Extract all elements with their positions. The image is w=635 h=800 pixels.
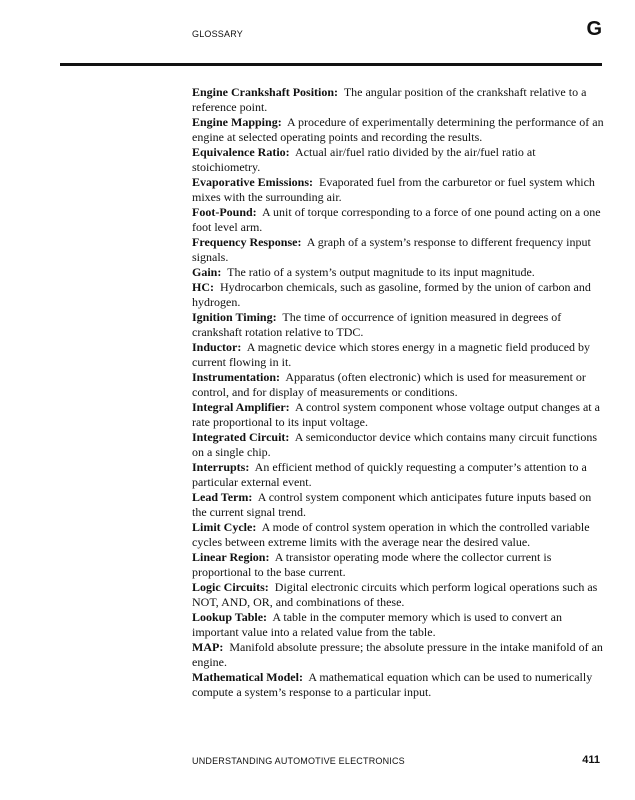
entry-term: Engine Crankshaft Position: [192,85,339,99]
entry-definition: Hydrocarbon chemicals, such as gasoline, formed by the union of carbon and hydrogen. [192,280,591,309]
entry-definition: The time of occurrence of ignition measured in degrees of crankshaft rotation relative to TDC. [192,310,562,339]
glossary-entry [192,520,604,550]
entry-definition: Actual air/fuel ratio divided by the air/fuel ratio at stoichiometry. [192,145,536,174]
entry-definition: Apparatus (often electronic) which is used for measurement or control, and for display of measurements or conditions. [192,370,586,399]
glossary-entry [192,670,604,700]
glossary-entry [192,85,604,115]
entry-definition: A semiconductor device which contains many circuit functions on a single chip. [192,430,598,459]
glossary-entry [192,265,604,280]
entry-term: MAP: [192,640,224,654]
entry-definition: A transistor operating mode where the collector current is proportional to the base current. [192,550,552,579]
glossary-entry [192,430,604,460]
entry-definition: Evaporated fuel from the carburetor or fuel system which mixes with the surrounding air. [192,175,595,204]
entry-term: Frequency Response: [192,235,302,249]
entry-definition: A control system component whose voltage output changes at a rate proportional to its input voltage. [192,400,600,429]
glossary-entry [192,550,604,580]
glossary-entry [192,610,604,640]
entry-definition: A unit of torque corresponding to a force of one pound acting on a one foot level arm. [192,205,601,234]
entry-definition: A mode of control system operation in which the controlled variable cycles between extreme limits with the average near the desired value. [192,520,590,549]
entry-term: Integrated Circuit: [192,430,290,444]
glossary-entry [192,580,604,610]
entry-term: Equivalence Ratio: [192,145,290,159]
glossary-entry [192,175,604,205]
glossary-entry [192,490,604,520]
entry-definition: A table in the computer memory which is used to convert an important value into a related value from the table. [192,610,562,639]
glossary-entry [192,280,604,310]
entry-term: HC: [192,280,214,294]
entry-definition: An efficient method of quickly requesting a computer’s attention to a particular external event. [192,460,587,489]
entry-term: Foot-Pound: [192,205,257,219]
glossary-entry [192,400,604,430]
running-footer-title: UNDERSTANDING AUTOMOTIVE ELECTRONICS [192,756,405,766]
header-rule [60,63,602,66]
section-letter: G [586,18,602,40]
glossary-entry [192,115,604,145]
entry-term: Gain: [192,265,222,279]
glossary-entry [192,310,604,340]
glossary-entry [192,460,604,490]
entry-term: Lookup Table: [192,610,268,624]
running-header-title: GLOSSARY [192,29,243,39]
glossary-entry [192,340,604,370]
entry-term: Limit Cycle: [192,520,257,534]
entry-term: Ignition Timing: [192,310,277,324]
entry-term: Linear Region: [192,550,270,564]
entry-term: Engine Mapping: [192,115,282,129]
glossary-entry [192,370,604,400]
entry-definition: Digital electronic circuits which perform logical operations such as NOT, AND, OR, and combinations of these. [192,580,598,609]
entry-term: Logic Circuits: [192,580,269,594]
entry-term: Interrupts: [192,460,250,474]
entry-term: Mathematical Model: [192,670,303,684]
entry-term: Lead Term: [192,490,253,504]
entry-definition: The angular position of the crankshaft relative to a reference point. [192,85,587,114]
glossary-entry [192,205,604,235]
glossary-entry [192,235,604,265]
entry-term: Instrumentation: [192,370,281,384]
entry-definition: A control system component which anticipates future inputs based on the current signal trend. [192,490,592,519]
entry-definition: The ratio of a system’s output magnitude to its input magnitude. [227,265,535,279]
entry-term: Integral Amplifier: [192,400,290,414]
entry-definition: A mathematical equation which can be used to numerically compute a system’s response to a particular input. [192,670,593,699]
page-number: 411 [582,754,600,766]
entry-definition: A procedure of experimentally determining the performance of an engine at selected operating points and recording the results. [192,115,604,144]
entry-term: Evaporative Emissions: [192,175,314,189]
entry-definition: A magnetic device which stores energy in a magnetic field produced by current flowing in it. [192,340,591,369]
entry-definition: A graph of a system’s response to different frequency input signals. [192,235,591,264]
glossary-entries [192,85,604,700]
entry-definition: Manifold absolute pressure; the absolute pressure in the intake manifold of an engine. [192,640,603,669]
glossary-entry [192,640,604,670]
glossary-entry [192,145,604,175]
entry-term: Inductor: [192,340,242,354]
